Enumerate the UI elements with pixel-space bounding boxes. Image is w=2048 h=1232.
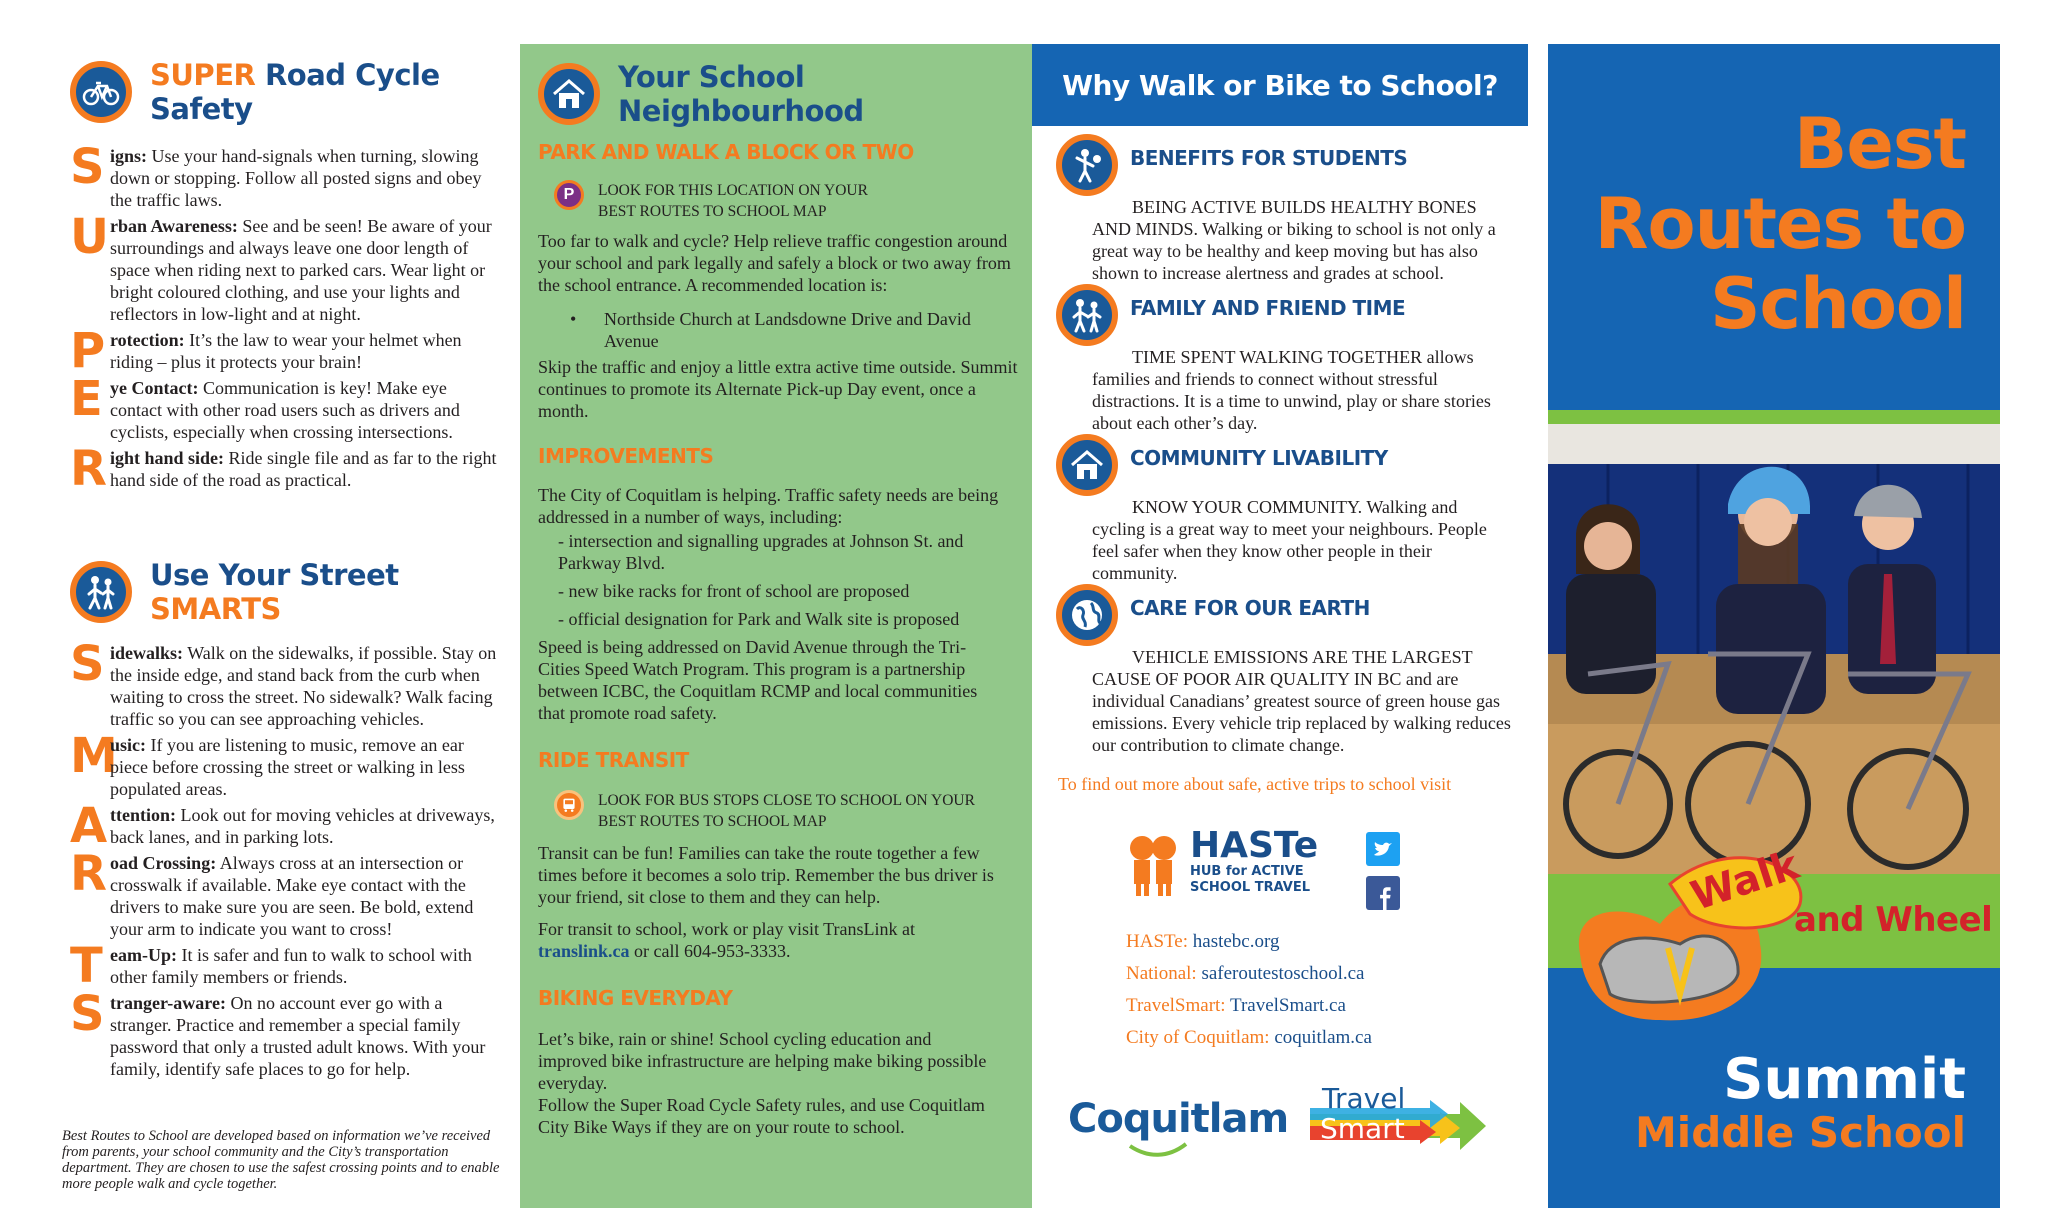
neighbourhood-title: Your School Neighbourhood [618, 60, 864, 128]
benefit-text: TIME SPENT WALKING TOGETHER allows families and friends to connect without stressful distractions. It is a time to unwind, play or share stories about each other’s day. [1092, 347, 1491, 433]
twitter-icon[interactable] [1366, 832, 1400, 866]
neighbourhood-panel [520, 44, 1032, 1208]
benefit-text: KNOW YOUR COMMUNITY. Walking and cycling is a great way to meet your neighbours. People feel safer when they know other people in their community. [1092, 497, 1487, 583]
cycle-safety-title: SUPER Road Cycle Safety [150, 58, 440, 126]
bicycle-icon [70, 61, 132, 123]
green-stripe-top [1548, 410, 2000, 424]
acronym-letter: R [70, 846, 107, 902]
acronym-item [70, 636, 500, 730]
park-map-note: P LOOK FOR THIS LOCATION ON YOUR BEST ROUTES TO SCHOOL MAP [554, 180, 898, 222]
improvements-text: The City of Coquitlam is helping. Traffic safety needs are being addressed in a number of ways, including: [538, 485, 999, 527]
transit-text: Transit can be fun! Families can take the route together a few times before it becomes a solo trip. Remember the bus driver is your friend, sit close to them and they can help. [538, 843, 994, 907]
improvements-list [558, 530, 1018, 636]
translink-link[interactable]: translink.ca [538, 941, 630, 961]
street-smarts-title: Use Your Street SMARTS [150, 558, 399, 626]
find-out-text: To find out more about safe, active trips to school visit [1058, 774, 1452, 794]
why-walk-banner: Why Walk or Bike to School? [1032, 44, 1528, 126]
biking-text: Let’s bike, rain or shine! School cycling education and improved bike infrastructure are helping make biking possible everyday. [538, 1029, 987, 1093]
acronym-letter: M [70, 728, 118, 784]
improvement-item: - new bike racks for front of school are proposed [558, 581, 910, 601]
why-walk-panel [1032, 0, 1538, 1232]
acronym-item [70, 209, 500, 325]
students-with-bikes-photo [1548, 424, 2000, 874]
travelsmart-logo: Travel Smart [1310, 1084, 1498, 1162]
street-smarts-header [70, 558, 520, 626]
acronym-item [70, 798, 500, 854]
facebook-icon[interactable] [1366, 876, 1400, 910]
resource-link-row: City of Coquitlam: coquitlam.ca [1126, 1027, 1372, 1048]
resource-link-row: TravelSmart: TravelSmart.ca [1126, 995, 1346, 1016]
house-icon [1056, 434, 1118, 496]
walk-text: Walk [1685, 842, 1805, 920]
benefit-header [1056, 584, 1370, 646]
park-location-bullet: • Northside Church at Landsdowne Drive and David Avenue [570, 309, 971, 351]
benefit-text: VEHICLE EMISSIONS ARE THE LARGEST CAUSE OF POOR AIR QUALITY IN BC and are individual Canadians’ greatest source of green house gas emissions. Every vehicle trip replaced by walking reduces our contribution to climate change. [1092, 647, 1511, 755]
house-icon [538, 63, 600, 125]
benefit-header [1056, 284, 1405, 346]
acronym-item [70, 938, 500, 994]
acronym-text: ttention: Look out for moving vehicles at driveways, back lanes, and in parking lots. [110, 805, 495, 847]
biking-everyday-heading: BIKING EVERYDAY [538, 986, 733, 1010]
improvement-item: - intersection and signalling upgrades at Johnson St. and Parkway Blvd. [558, 531, 964, 573]
acronym-item [70, 441, 500, 497]
benefit-title: CARE FOR OUR EARTH [1130, 596, 1370, 620]
smarts-acronym-list [70, 636, 500, 1084]
acronym-item [70, 323, 500, 379]
acronym-letter: A [70, 798, 108, 854]
acronym-text: igns: Use your hand-signals when turning, slowing down or stopping. Follow all posted signs and obey the traffic laws. [110, 146, 482, 210]
acronym-text: rotection: It’s the law to wear your helmet when riding – plus it protects your brain! [110, 330, 462, 372]
benefit-title: BENEFITS FOR STUDENTS [1130, 146, 1408, 170]
coquitlam-swoosh-icon [1128, 1142, 1188, 1158]
park-text: Too far to walk and cycle? Help relieve traffic congestion around your school and park legally and safely a block or two away from the school entrance. A recommended location is: [538, 231, 1011, 295]
acronym-text: oad Crossing: Always cross at an intersection or crosswalk if available. Make eye contact with the drivers to make sure you are seen. Be bold, extend your arm to indicate you want to cross! [110, 853, 474, 939]
improvements-heading: IMPROVEMENTS [538, 444, 714, 468]
globe-icon [1056, 584, 1118, 646]
benefit-header [1056, 134, 1407, 196]
acronym-item [70, 371, 500, 443]
acronym-text: idewalks: Walk on the sidewalks, if possible. Stay on the inside edge, and stand back from the curb when waiting to cross the street. No sidewalk? Walk facing traffic so you can see approaching vehicles. [110, 643, 497, 729]
acronym-text: usic: If you are listening to music, remove an ear piece before crossing the street or walking in less populated areas. [110, 735, 465, 799]
resource-links [1126, 926, 1372, 1054]
footnote: Best Routes to School are developed based on information we’ve received from parents, your school community and the City’s transportation department. They are chosen to use the safest crossing points and to enable more people walk and cycle together. [62, 1128, 500, 1192]
acronym-letter: S [70, 139, 105, 195]
acronym-item [70, 728, 500, 800]
and-wheel-text: and Wheel [1794, 900, 1993, 940]
transit-text-2: For transit to school, work or play visit TransLink at translink.ca or call 604-953-3333. [538, 919, 915, 961]
resource-link[interactable]: coquitlam.ca [1274, 1027, 1372, 1048]
acronym-item [70, 986, 500, 1080]
improvements-text-2: Speed is being addressed on David Avenue through the Tri-Cities Speed Watch Program. This program is a partnership between ICBC, the Coquitlam RCMP and local communities that promote road safety. [538, 637, 978, 723]
benefit-title: FAMILY AND FRIEND TIME [1130, 296, 1406, 320]
cycle-safety-panel [0, 0, 520, 1232]
acronym-text: eam-Up: It is safer and fun to walk to school with other family members or friends. [110, 945, 472, 987]
acronym-item [70, 846, 500, 940]
resource-link-row: HASTe: hastebc.org [1126, 931, 1280, 952]
park-walk-heading: PARK AND WALK A BLOCK OR TWO [538, 140, 914, 164]
benefit-text: BEING ACTIVE BUILDS HEALTHY BONES AND MINDS. Walking or biking to school is not only a great way to be healthy and keep moving but has also shown to increase alertness and grades at school. [1092, 197, 1496, 283]
students-bikes-illustration [1548, 424, 2000, 874]
resource-link[interactable]: TravelSmart.ca [1230, 995, 1346, 1016]
acronym-item [70, 139, 500, 211]
student-icon [1056, 134, 1118, 196]
walk-wheel-graphic [1570, 844, 1820, 1034]
cover-title: Best Routes to School [1594, 103, 1966, 345]
resource-link-row: National: saferoutestoschool.ca [1126, 963, 1365, 984]
acronym-letter: U [70, 209, 109, 265]
haste-logo: HASTe HUB for ACTIVE SCHOOL TRAVEL [1122, 826, 1318, 898]
neighbourhood-header [538, 60, 1032, 128]
pedestrians-icon [70, 561, 132, 623]
school-name: Summit [1723, 1047, 1966, 1112]
acronym-letter: E [70, 371, 103, 427]
acronym-text: rban Awareness: See and be seen! Be aware of your surroundings and always leave one door length of space when riding next to parked cars. Wear light or bright coloured clothing, and use your lights and reflectors in low-light and at night. [110, 216, 492, 324]
resource-link[interactable]: hastebc.org [1192, 931, 1280, 952]
benefit-title: COMMUNITY LIVABILITY [1130, 446, 1388, 470]
park-text-2: Skip the traffic and enjoy a little extra active time outside. Summit continues to promote its Alternate Pick-up Day event, once a month. [538, 357, 1018, 421]
acronym-letter: S [70, 986, 105, 1042]
acronym-letter: P [70, 323, 106, 379]
acronym-text: tranger-aware: On no account ever go with a stranger. Practice and remember a special family password that only a trusted adult knows. With your family, identify safe places to go for help. [110, 993, 486, 1079]
family-icon [1056, 284, 1118, 346]
transit-map-note: LOOK FOR BUS STOPS CLOSE TO SCHOOL ON YOUR BEST ROUTES TO SCHOOL MAP [554, 790, 998, 832]
improvement-item: - official designation for Park and Walk site is proposed [558, 609, 960, 629]
super-acronym-list [70, 139, 500, 497]
acronym-letter: T [70, 938, 103, 994]
coquitlam-logo: Coquitlam [1068, 1096, 1289, 1142]
acronym-letter: S [70, 636, 105, 692]
ride-transit-heading: RIDE TRANSIT [538, 748, 689, 772]
acronym-text: ye Contact: Communication is key! Make eye contact with other road users such as drivers and cyclists, especially when crossing intersections. [110, 378, 460, 442]
acronym-text: ight hand side: Ride single file and as far to the right hand side of the road as practical. [110, 448, 497, 490]
cycle-safety-header [70, 58, 520, 126]
acronym-letter: R [70, 441, 107, 497]
parking-pin-icon: P [554, 180, 584, 210]
school-type: Middle School [1635, 1108, 1966, 1157]
resource-link[interactable]: saferoutestoschool.ca [1201, 963, 1365, 984]
benefit-header [1056, 434, 1388, 496]
haste-mascot-icon [1122, 826, 1184, 898]
biking-text-2: Follow the Super Road Cycle Safety rules, and use Coquitlam City Bike Ways if they are on your route to school. [538, 1095, 985, 1137]
cover-panel [1548, 44, 2000, 1208]
bus-icon [554, 790, 584, 820]
